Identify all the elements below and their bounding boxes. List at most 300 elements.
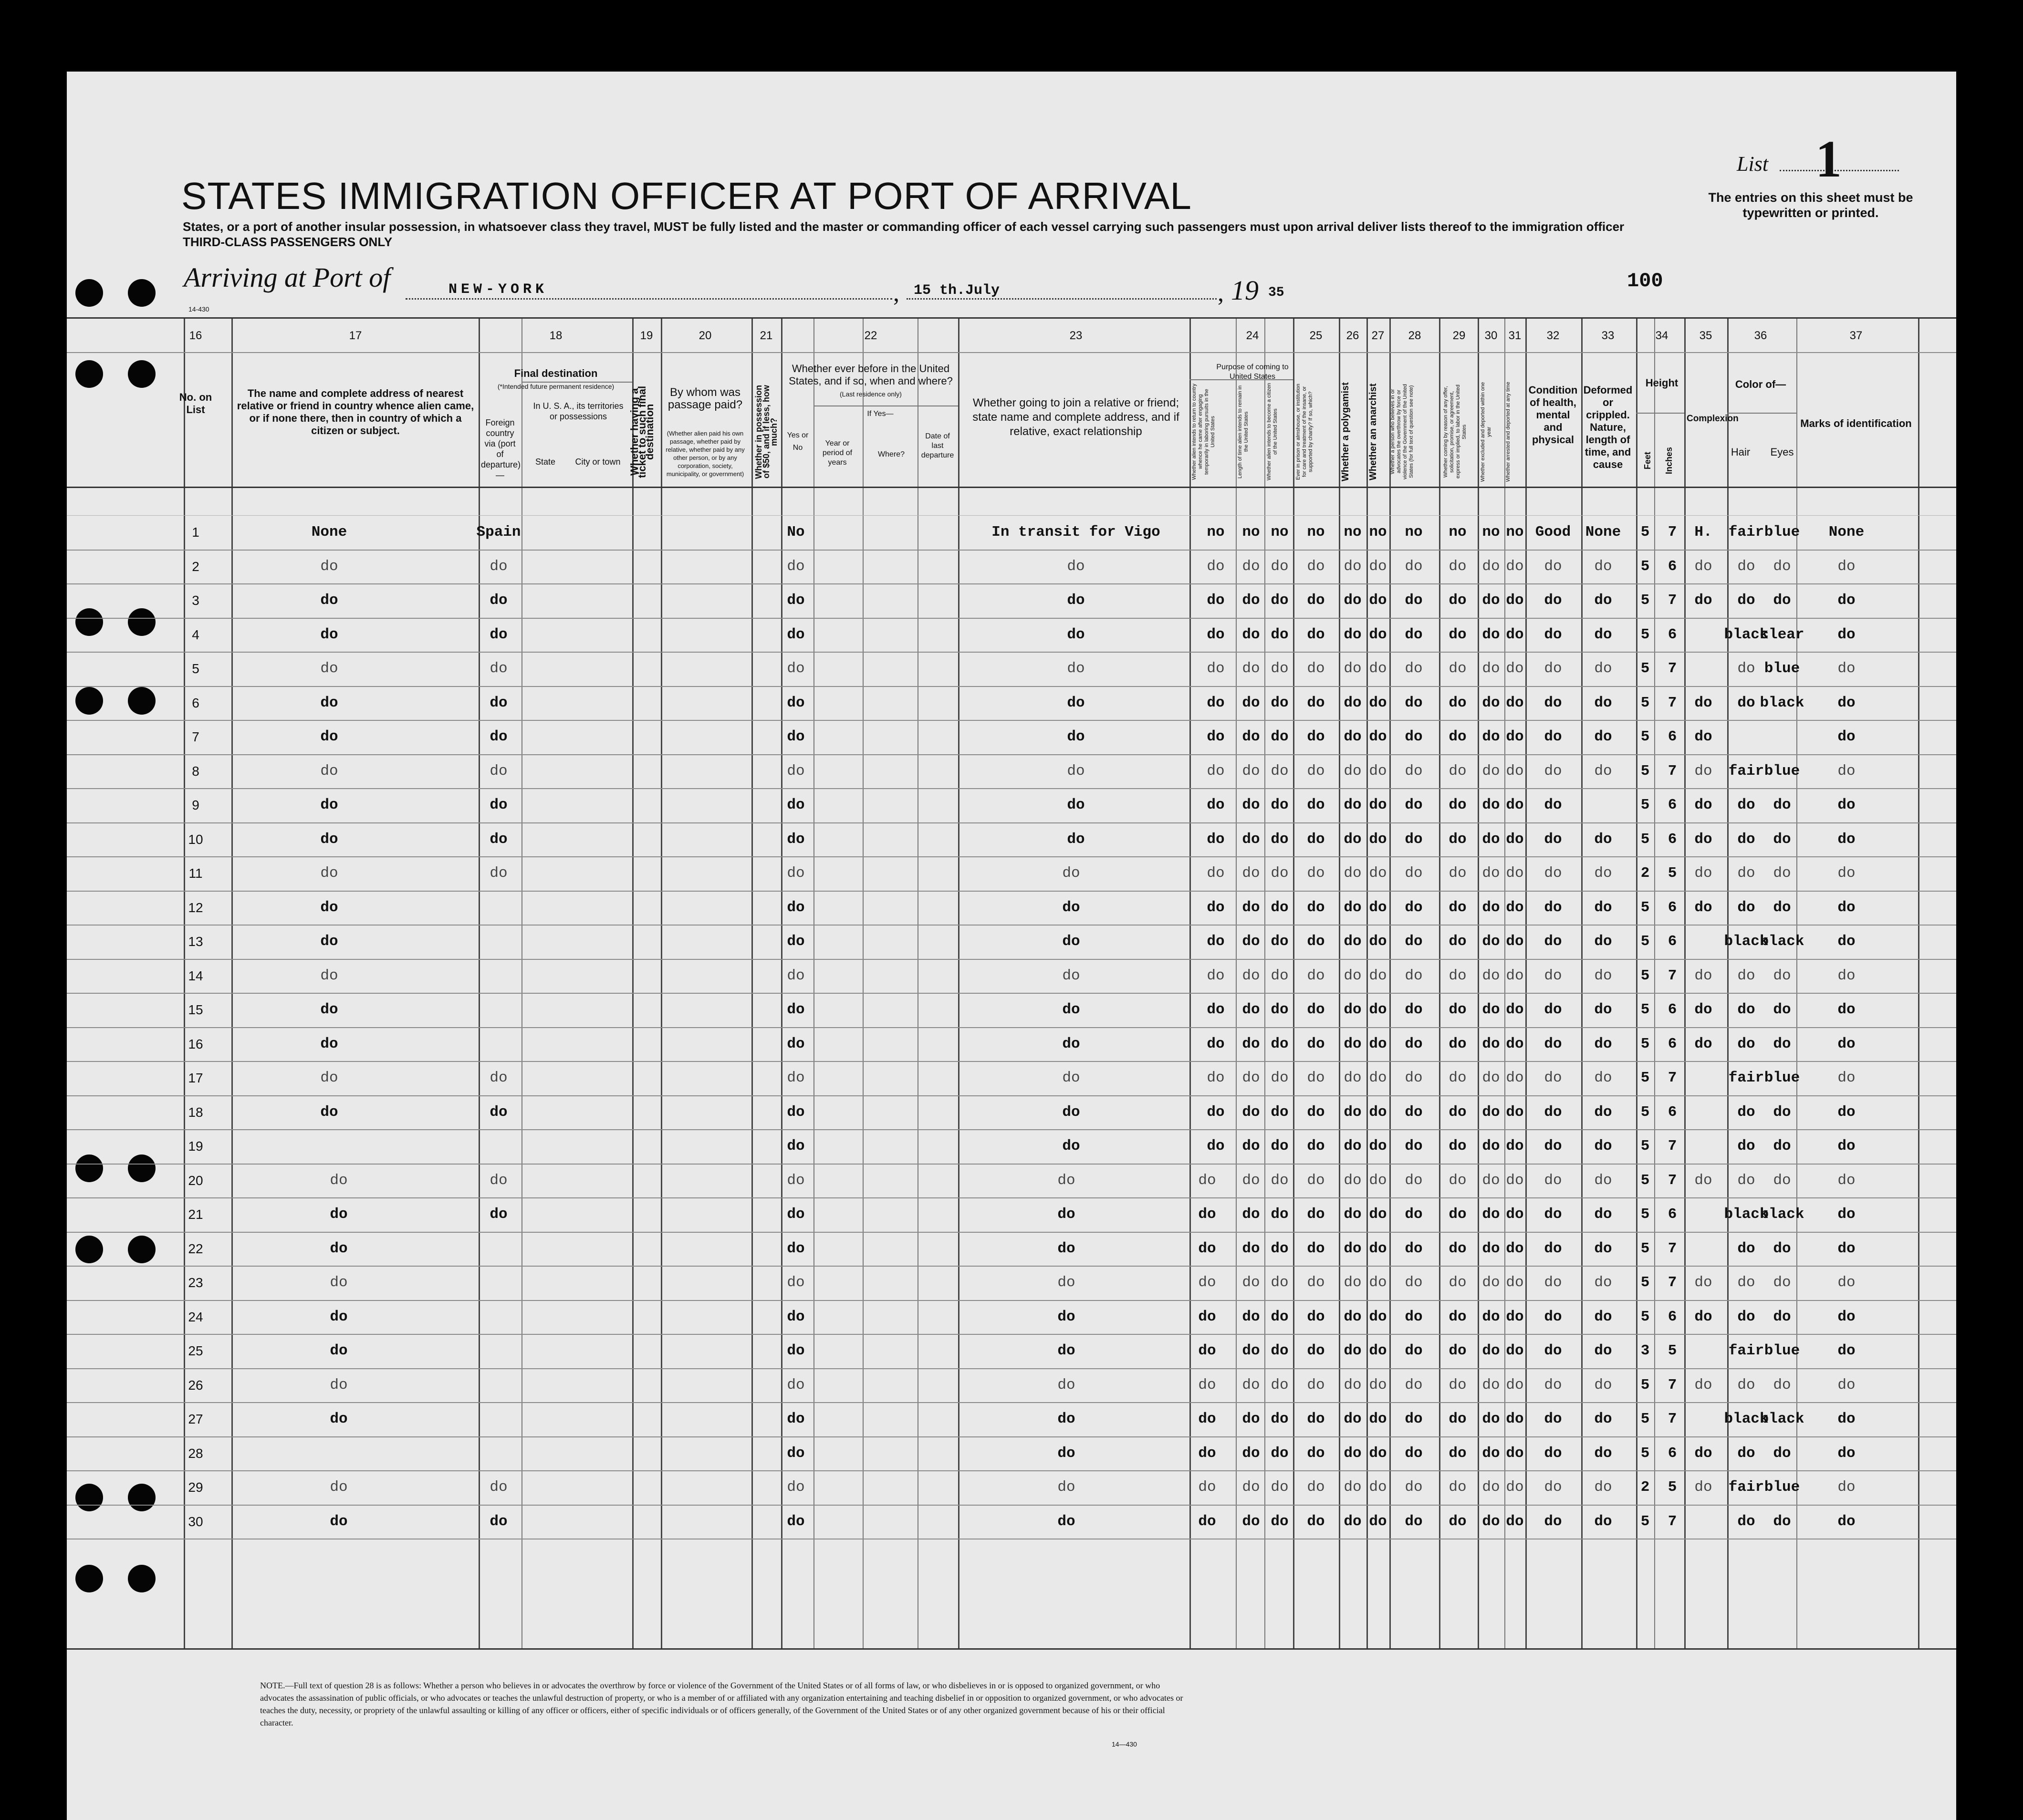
table-cell-hair: fair [1728,524,1764,541]
table-cell-marks: do [1837,933,1856,950]
table-cell-in: 6 [1668,1309,1677,1325]
grid-row-line [67,1368,1956,1369]
table-cell-c23: do [1057,1479,1075,1496]
table-cell-c22: do [787,763,805,780]
grid-row-line [67,993,1956,994]
table-cell-c28: do [1405,1240,1423,1257]
table-cell-c23: do [1057,1274,1075,1291]
table-cell-c26: do [1344,1001,1362,1018]
table-cell-c25: do [1307,592,1325,609]
table-cell-c24a: do [1207,1036,1225,1052]
table-cell-c30: do [1482,1070,1500,1086]
table-cell-c33: do [1594,1411,1612,1427]
row-number: 9 [192,798,199,812]
table-cell-hair: do [1737,592,1755,609]
table-cell-c32: do [1544,967,1562,984]
table-cell-c27: do [1369,933,1387,950]
table-cell-ft: 5 [1640,831,1650,848]
table-cell-c17: do [330,1377,348,1394]
table-cell-eyes: do [1773,1274,1791,1291]
table-cell-c30: do [1482,728,1500,745]
table-cell-ft: 5 [1640,933,1650,950]
table-cell-c26: do [1344,1206,1362,1223]
row-number: 26 [188,1378,203,1393]
grid-row-line [67,856,1956,857]
table-cell-c28: do [1405,1104,1423,1121]
table-cell-c33: do [1594,1172,1612,1189]
grid-column-line [1478,317,1479,1648]
table-cell-c31: do [1506,763,1524,780]
table-cell-c31: do [1506,1001,1524,1018]
table-cell-c24b: do [1242,933,1260,950]
typewritten-note: The entries on this sheet must be typewritten or printed. [1708,190,1913,220]
grid-row-line [67,891,1956,892]
table-cell-c17: None [311,524,347,541]
table-cell-hair: black [1724,626,1769,643]
table-cell-c22: do [787,626,805,643]
table-cell-c24c: do [1271,865,1289,882]
table-cell-c31: do [1506,1342,1524,1359]
table-cell-c26: do [1344,1240,1362,1257]
table-cell-c26: do [1344,1411,1362,1427]
grid-column-line [1727,317,1729,1648]
table-cell-c23: do [1062,899,1080,916]
table-cell-c29: do [1449,1036,1467,1052]
table-cell-c27: do [1369,831,1387,848]
row-number: 19 [188,1139,203,1154]
table-cell-marks: do [1837,865,1856,882]
grid-row-line [67,788,1956,789]
table-cell-c27: do [1369,1104,1387,1121]
table-cell-c33: do [1594,695,1612,711]
table-cell-c32: do [1544,1377,1562,1394]
table-cell-c31: do [1506,1240,1524,1257]
header-date-last-departure: Date of last departure [921,432,954,459]
table-cell-c24a: do [1198,1411,1216,1427]
table-cell-c30: no [1482,524,1500,541]
grid-row-line [67,515,1956,516]
table-cell-c32: do [1544,1274,1562,1291]
page-title: STATES IMMIGRATION OFFICER AT PORT OF ARRIVAL [181,175,1192,217]
table-cell-c29: do [1449,1206,1467,1223]
table-cell-c24c: do [1271,728,1289,745]
list-label: List [1737,152,1769,176]
binder-hole [128,687,156,715]
table-cell-c24b: do [1242,797,1260,813]
grid-row-line [67,925,1956,926]
table-cell-c26: do [1344,592,1362,609]
table-cell-c17: do [320,1036,338,1052]
year-comma: , [1218,280,1224,307]
table-cell-cx: do [1694,763,1712,780]
table-cell-c24c: do [1271,763,1289,780]
table-cell-c29: do [1449,797,1467,813]
table-cell-marks: do [1837,695,1856,711]
table-cell-c24b: do [1242,1206,1260,1223]
table-cell-c27: do [1369,1138,1387,1154]
table-cell-c28: do [1405,626,1423,643]
table-cell-c24c: do [1271,1411,1289,1427]
header-question-28: Whether a person who believes in or advocates the overthrow by force or violence of the Government of the United States (for full text of question see note) [1390,384,1414,479]
table-cell-c27: do [1369,1036,1387,1052]
table-cell-c24c: no [1271,524,1289,541]
table-cell-c27: do [1369,1479,1387,1496]
table-cell-hair: black [1724,1411,1769,1427]
table-cell-c29: do [1449,1001,1467,1018]
column-number: 35 [1699,329,1712,342]
table-cell-c33: do [1594,1240,1612,1257]
arrival-date: 15 th.July [914,282,1000,299]
table-cell-c26: do [1344,763,1362,780]
table-cell-ft: 5 [1640,728,1650,745]
table-cell-c23: do [1062,1104,1080,1121]
table-cell-ft: 5 [1640,1377,1650,1394]
table-cell-c17: do [320,831,338,848]
table-cell-c31: do [1506,831,1524,848]
row-number: 13 [188,934,203,949]
table-cell-c26: do [1344,967,1362,984]
table-cell-marks: do [1837,1445,1856,1462]
row-number: 30 [188,1514,203,1529]
table-cell-c24a: do [1207,967,1225,984]
table-cell-in: 7 [1668,967,1677,984]
table-cell-c24c: do [1271,899,1289,916]
table-cell-c24b: no [1242,524,1260,541]
grid-column-line [863,317,864,1648]
header-hair: Hair [1731,446,1751,458]
table-cell-eyes: black [1760,1206,1804,1223]
table-cell-c25: do [1307,1377,1325,1394]
header-if-yes: If Yes— [867,410,894,418]
table-cell-c24c: do [1271,831,1289,848]
table-cell-c22: do [787,1342,805,1359]
table-cell-c24a: do [1207,797,1225,813]
table-cell-cx: do [1694,592,1712,609]
row-number: 7 [192,729,199,744]
grid-row-line [67,652,1956,653]
table-cell-cx: do [1694,1274,1712,1291]
table-cell-c23: do [1057,1206,1075,1223]
grid-column-line [521,317,522,1648]
table-cell-c32: do [1544,865,1562,882]
table-cell-c22: do [787,660,805,677]
table-cell-c28: do [1405,1479,1423,1496]
table-cell-c29: do [1449,1342,1467,1359]
header-deformed: Deformed or crippled. Nature, length of time, and cause [1583,384,1633,470]
table-cell-c18: do [490,1172,508,1189]
table-cell-c30: do [1482,592,1500,609]
table-cell-c32: do [1544,899,1562,916]
table-cell-ft: 5 [1640,797,1650,813]
table-cell-c24b: do [1242,728,1260,745]
table-cell-c30: do [1482,695,1500,711]
table-cell-c26: do [1344,1342,1362,1359]
table-cell-c23: do [1062,1001,1080,1018]
table-cell-c22: do [787,1001,805,1018]
table-cell-in: 7 [1668,1377,1677,1394]
table-cell-c30: do [1482,660,1500,677]
table-cell-c24b: do [1242,1445,1260,1462]
table-cell-c22: do [787,831,805,848]
table-cell-c25: do [1307,1342,1325,1359]
table-cell-c32: do [1544,1479,1562,1496]
table-cell-c28: do [1405,1513,1423,1530]
table-cell-c28: do [1405,1411,1423,1427]
column-number: 25 [1309,329,1323,342]
table-cell-c18: do [490,1104,508,1121]
table-cell-c27: do [1369,728,1387,745]
table-cell-c31: do [1506,865,1524,882]
table-cell-c24c: do [1271,660,1289,677]
table-cell-c23: do [1057,1411,1075,1427]
table-cell-c29: do [1449,660,1467,677]
table-cell-c29: do [1449,592,1467,609]
table-cell-c17: do [330,1411,348,1427]
binder-hole [75,360,103,388]
table-cell-c30: do [1482,1411,1500,1427]
table-cell-c30: do [1482,1240,1500,1257]
table-cell-eyes: blue [1764,763,1800,780]
table-cell-in: 7 [1668,1172,1677,1189]
table-cell-c30: do [1482,831,1500,848]
table-cell-c22: do [787,1070,805,1086]
table-cell-c22: do [787,1036,805,1052]
table-cell-c25: do [1307,1172,1325,1189]
table-cell-c33: do [1594,626,1612,643]
table-cell-ft: 5 [1640,1001,1650,1018]
header-yes-no: Yes or No [787,431,809,452]
table-cell-c24c: do [1271,1445,1289,1462]
table-cell-in: 6 [1668,1036,1677,1052]
table-cell-c24a: do [1198,1445,1216,1462]
table-cell-c24b: do [1242,558,1260,575]
table-cell-c31: do [1506,728,1524,745]
table-cell-c29: do [1449,1104,1467,1121]
table-cell-c24a: do [1198,1240,1216,1257]
table-cell-c32: do [1544,1104,1562,1121]
header-polygamist: Whether a polygamist [1340,382,1351,481]
table-cell-c33: do [1594,967,1612,984]
table-cell-c27: do [1369,558,1387,575]
grid-column-line [632,317,634,1648]
grid-row-line [67,583,1956,584]
table-cell-eyes: do [1773,1377,1791,1394]
table-cell-eyes: do [1773,831,1791,848]
table-cell-eyes: do [1773,1001,1791,1018]
table-cell-c17: do [320,1104,338,1121]
table-cell-marks: do [1837,728,1856,745]
table-cell-c29: do [1449,558,1467,575]
table-cell-c24b: do [1242,1240,1260,1257]
table-cell-ft: 5 [1640,967,1650,984]
table-cell-cx: do [1694,695,1712,711]
table-cell-c25: no [1307,524,1325,541]
table-cell-c24c: do [1271,1206,1289,1223]
header-arrested-deported: Whether arrested and deported at any time [1505,382,1511,482]
table-cell-c24a: do [1207,933,1225,950]
table-cell-c25: do [1307,1309,1325,1325]
binder-hole [75,1236,103,1263]
table-cell-c27: do [1369,865,1387,882]
table-cell-c29: do [1449,1479,1467,1496]
table-cell-ft: 3 [1640,1342,1650,1359]
table-cell-hair: do [1737,1274,1755,1291]
grid-column-line [1654,317,1655,1648]
grid-row-line [67,1266,1956,1267]
table-cell-c24a: do [1207,660,1225,677]
table-cell-in: 6 [1668,728,1677,745]
table-cell-hair: do [1737,1036,1755,1052]
table-cell-c30: do [1482,967,1500,984]
table-cell-marks: do [1837,1036,1856,1052]
table-cell-c33: do [1594,592,1612,609]
table-cell-hair: do [1737,695,1755,711]
table-cell-c31: do [1506,1070,1524,1086]
table-cell-c33: do [1594,1479,1612,1496]
table-cell-c24a: no [1207,524,1225,541]
table-cell-eyes: blue [1764,524,1800,541]
table-cell-c24b: do [1242,865,1260,882]
table-cell-c26: do [1344,626,1362,643]
grid-column-line [958,317,959,1648]
table-cell-c31: do [1506,1036,1524,1052]
table-cell-eyes: do [1773,1138,1791,1154]
form-number-bottom: 14—430 [1112,1740,1137,1748]
table-cell-c28: do [1405,1138,1423,1154]
table-cell-c24a: do [1207,626,1225,643]
grid-column-line [231,317,233,1648]
table-cell-c17: do [320,763,338,780]
table-cell-c22: do [787,1309,805,1325]
table-cell-in: 7 [1668,660,1677,677]
header-intends-citizen: Whether alien intends to become a citizen of the United States [1266,383,1278,481]
table-cell-c28: do [1405,1309,1423,1325]
table-cell-marks: do [1837,1377,1856,1394]
table-cell-ft: 5 [1640,558,1650,575]
table-cell-c28: do [1405,1377,1423,1394]
row-number: 28 [188,1446,203,1461]
header-last-residence-note: (Last residence only) [840,390,902,398]
table-cell-c33: do [1594,1445,1612,1462]
table-cell-c26: do [1344,1070,1362,1086]
table-cell-marks: do [1837,1309,1856,1325]
table-cell-c27: do [1369,1513,1387,1530]
table-cell-c28: do [1405,1342,1423,1359]
table-cell-c27: do [1369,1377,1387,1394]
table-cell-ft: 5 [1640,1070,1650,1086]
table-cell-c32: do [1544,933,1562,950]
table-cell-hair: black [1724,933,1769,950]
grid-row-line [67,1232,1956,1233]
table-cell-marks: do [1837,1138,1856,1154]
table-cell-ft: 5 [1640,763,1650,780]
table-cell-c32: do [1544,660,1562,677]
header-list-number: No. on List [179,391,212,416]
table-cell-c30: do [1482,1206,1500,1223]
table-cell-c24a: do [1207,899,1225,916]
column-number: 17 [349,329,362,342]
table-cell-c31: do [1506,626,1524,643]
table-cell-c32: Good [1535,524,1571,541]
table-cell-c24a: do [1207,1070,1225,1086]
table-cell-c33: do [1594,1377,1612,1394]
table-cell-c26: do [1344,1138,1362,1154]
table-cell-c17: do [320,592,338,609]
column-number: 28 [1408,329,1421,342]
row-number: 22 [188,1241,203,1256]
table-cell-c17: do [330,1513,348,1530]
table-cell-c24b: do [1242,1036,1260,1052]
table-cell-c27: do [1369,695,1387,711]
table-cell-c24b: do [1242,695,1260,711]
row-number: 20 [188,1173,203,1188]
table-cell-c25: do [1307,865,1325,882]
table-cell-hair: do [1737,865,1755,882]
table-cell-c30: do [1482,797,1500,813]
table-cell-c28: do [1405,899,1423,916]
table-cell-c17: do [320,865,338,882]
row-number: 29 [188,1480,203,1495]
table-cell-c24a: do [1198,1206,1216,1223]
table-cell-c24a: do [1207,728,1225,745]
row-number: 11 [188,866,203,881]
table-cell-c31: do [1506,797,1524,813]
table-cell-c18: do [490,592,508,609]
table-cell-c26: do [1344,797,1362,813]
table-cell-c26: do [1344,831,1362,848]
table-cell-c17: do [330,1206,348,1223]
grid-column-line [1189,317,1191,1648]
table-cell-c31: do [1506,933,1524,950]
table-cell-c17: do [320,933,338,950]
binder-hole [128,360,156,388]
table-cell-c24c: do [1271,1240,1289,1257]
table-cell-cx: do [1694,558,1712,575]
table-cell-c18: do [490,695,508,711]
table-cell-c23: do [1057,1309,1075,1325]
arriving-label: Arriving at Port of [184,262,391,293]
grid-column-line [184,317,185,1648]
header-where: Where? [877,450,905,458]
header-state: State [535,457,556,467]
table-cell-marks: do [1837,660,1856,677]
grid-column-line [1918,317,1919,1648]
table-cell-marks: do [1837,831,1856,848]
table-cell-c24c: do [1271,1377,1289,1394]
table-cell-c27: do [1369,1411,1387,1427]
table-cell-c25: do [1307,1001,1325,1018]
table-cell-c26: do [1344,1036,1362,1052]
grid-column-line [479,317,480,1648]
grid-row-line [67,317,1956,319]
grid-row-line [67,686,1956,687]
row-number: 3 [192,593,199,608]
row-number: 23 [188,1275,203,1290]
table-cell-cx: do [1694,1445,1712,1462]
table-cell-c18: do [490,865,508,882]
grid-column-line [751,317,753,1648]
table-cell-c24a: do [1207,1001,1225,1018]
table-cell-eyes: do [1773,967,1791,984]
table-cell-in: 7 [1668,1240,1677,1257]
table-cell-c30: do [1482,1479,1500,1496]
header-feet: Feet [1643,451,1652,469]
table-cell-c25: do [1307,797,1325,813]
table-cell-hair: fair [1728,763,1764,780]
table-cell-c24b: do [1242,1274,1260,1291]
table-cell-c23: do [1067,763,1085,780]
grid-row-line [67,1061,1956,1062]
